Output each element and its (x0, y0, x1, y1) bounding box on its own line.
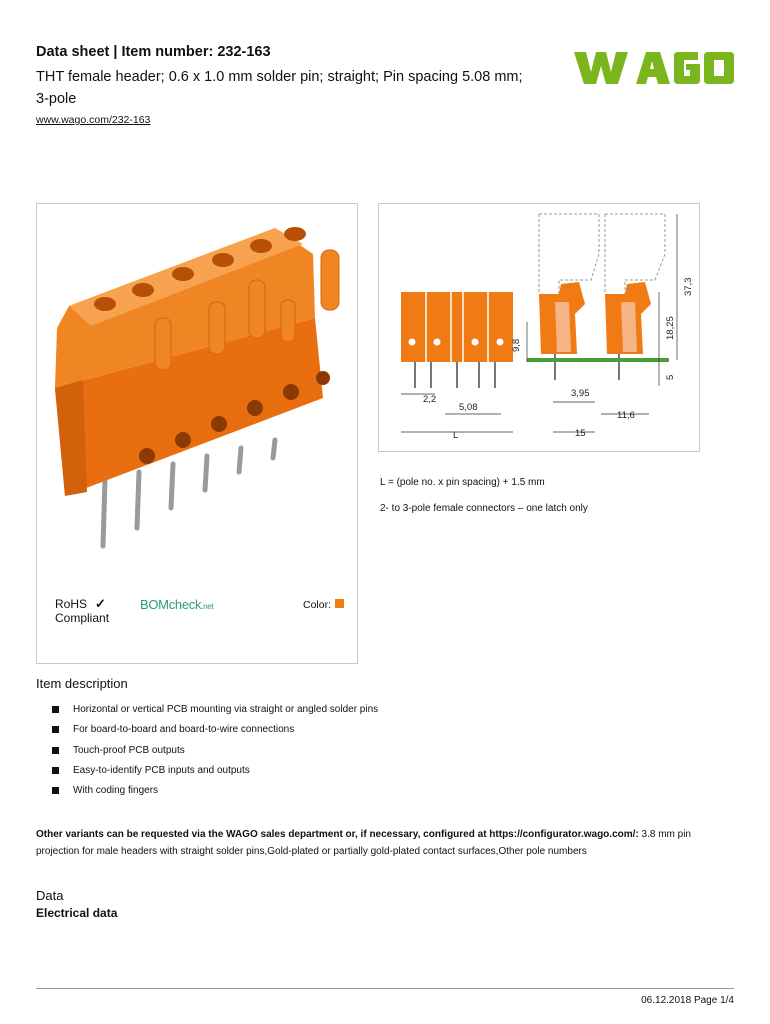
product-subtitle: THT female header; 0.6 x 1.0 mm solder pin; straight; Pin spacing 5.08 mm; 3-pole (36, 69, 523, 107)
list-item: Touch-proof PCB outputs (52, 744, 378, 764)
dim-5: 5 (665, 374, 676, 380)
list-item: With coding fingers (52, 784, 378, 804)
dim-3-95: 3,95 (571, 388, 590, 399)
list-item: Easy-to-identify PCB inputs and outputs (52, 764, 378, 784)
female-header-product-image (43, 210, 353, 560)
dim-11-6: 11,6 (617, 410, 635, 421)
bullet-square-icon (52, 726, 59, 733)
wago-logo (574, 44, 734, 90)
dim-2-2: 2,2 (423, 394, 437, 405)
bullet-square-icon (52, 706, 59, 713)
footer-divider (36, 988, 734, 989)
length-formula-note: L = (pole no. x pin spacing) + 1.5 mm (380, 477, 545, 488)
list-item: Horizontal or vertical PCB mounting via straight or angled solder pins (52, 703, 378, 723)
dim-15: 15 (575, 428, 586, 439)
dimension-drawing (379, 204, 699, 451)
rohs-compliant-label: Compliant (55, 611, 110, 625)
list-item: For board-to-board and board-to-wire connections (52, 723, 378, 743)
footer-date-page: 06.12.2018 Page 1/4 (641, 995, 734, 1006)
checkmark-icon: ✓ (95, 596, 106, 611)
bomcheck-logo: BOMcheck.net (140, 597, 214, 612)
dim-18-25: 18,25 (665, 316, 676, 340)
dim-5-08: 5,08 (459, 402, 478, 413)
latch-note: 2- to 3-pole female connectors – one latch only (380, 503, 588, 514)
dim-37-3: 37,3 (683, 277, 694, 296)
color-label: Color: (303, 599, 332, 611)
variants-bold-text: Other variants can be requested via the WAGO sales department or, if necessary, configured at https://configurator.wago.com/: (36, 829, 639, 840)
bullet-square-icon (52, 747, 59, 754)
technical-drawing-panel (378, 203, 700, 452)
product-link[interactable]: www.wago.com/232-163 (36, 114, 151, 126)
bullet-square-icon (52, 767, 59, 774)
variants-paragraph (36, 827, 726, 860)
variants-plain-text: 3.8 mm pin projection for male headers with straight solder pins,Gold-plated or partially gold-plated contact surfaces,Other pole numbers (36, 829, 691, 857)
item-description-list (52, 703, 378, 804)
page-title: Data sheet | Item number: 232-163 (36, 44, 271, 60)
item-description-heading: Item description (36, 676, 128, 691)
product-image-panel (36, 203, 358, 664)
rohs-label: RoHS (55, 597, 88, 611)
dim-9-8: 9,8 (511, 338, 522, 352)
data-heading: Data (36, 888, 64, 903)
bullet-square-icon (52, 787, 59, 794)
color-swatch (335, 599, 344, 608)
electrical-data-heading: Electrical data (36, 906, 118, 920)
rohs-compliance-badge (55, 597, 109, 625)
dim-L: L (453, 430, 459, 441)
